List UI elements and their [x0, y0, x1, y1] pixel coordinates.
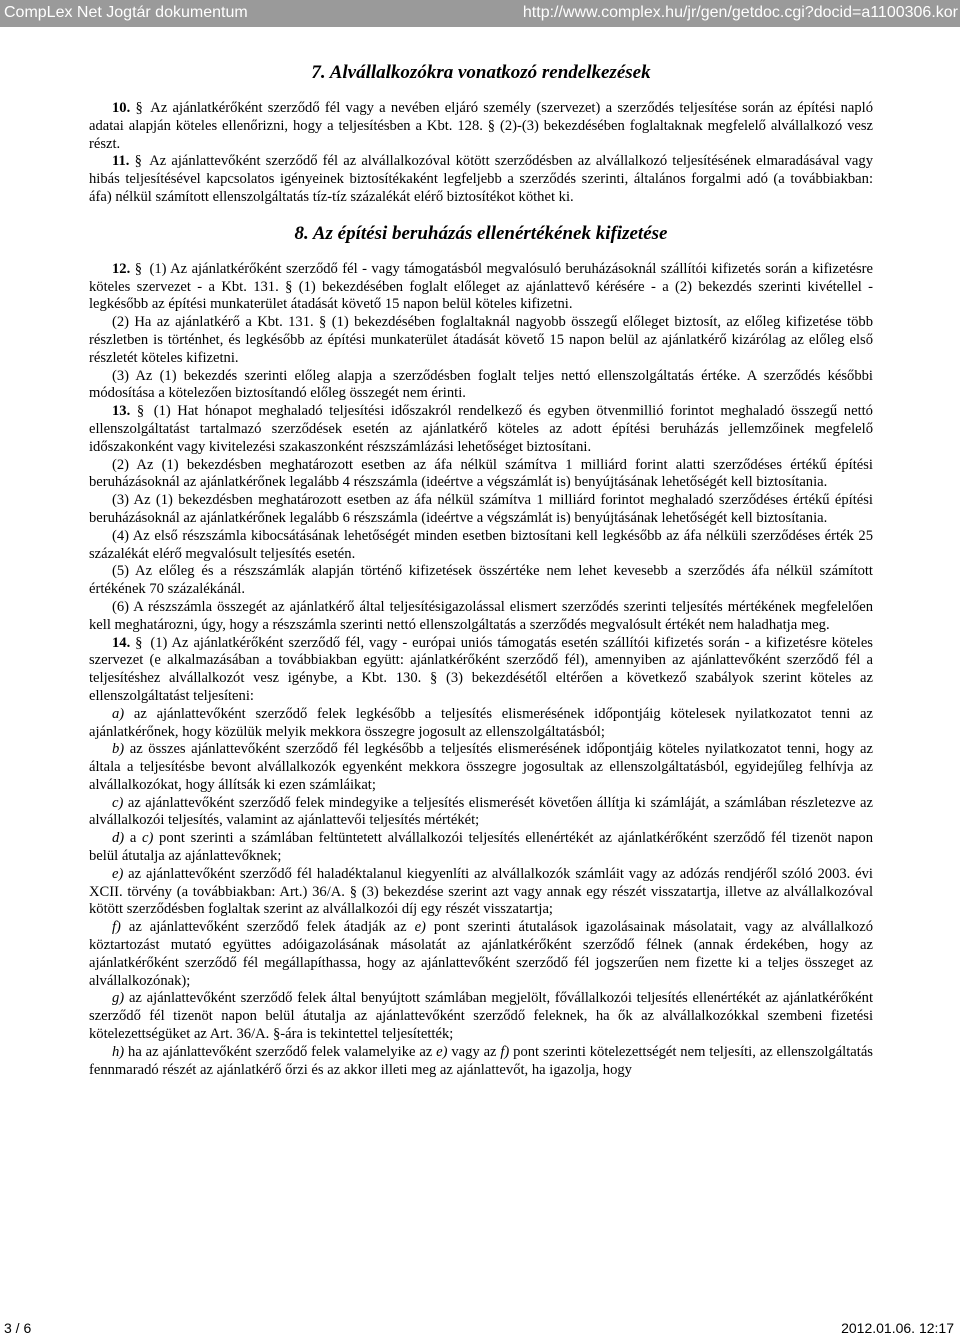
item-text: az ajánlattevőként szerződő fél haladéktalanul kiegyenlíti az alvállalkozók számláit vagy az adózás rendjéről szóló 2003. évi XCII. törvény (a továbbiakban: Art.) 36/A. § (3) bekezdése szerint azt vagy annak egy részét visszatartja, illetve az alvállalkozóval kötött szerződésben foglaltak szerint az alvállalkozói díj egy részét visszatartja;	[89, 865, 873, 918]
item-label: f)	[112, 919, 121, 936]
paragraph-12	[89, 261, 873, 314]
document-body	[89, 60, 873, 1079]
paragraph-14	[89, 635, 873, 706]
section-sign: §	[135, 100, 143, 116]
section-sign: §	[135, 634, 143, 651]
section-sign: §	[134, 260, 142, 277]
list-item-f	[89, 919, 873, 990]
item-text: pont szerinti a számlában feltüntetett alvállalkozói teljesítés ellenértékét az ajánlatkérőként szerződő fél tizenöt napon belül átutalja az ajánlattevőknek;	[89, 830, 873, 865]
section-sign: §	[136, 403, 145, 420]
item-label: d)	[112, 830, 125, 847]
document-title: CompLex Net Jogtár dokumentum	[4, 4, 248, 21]
paragraph-number: 10.	[112, 100, 131, 116]
list-item-a	[89, 706, 873, 742]
list-item-h	[89, 1044, 873, 1080]
item-label: e)	[112, 865, 124, 882]
paragraph-number: 14.	[112, 634, 131, 651]
paragraph-13-3: (3) Az (1) bekezdésben meghatározott esetben az áfa nélkül számítva 1 milliárd forintot meghaladó szerződéses értékű építési beruházásoknál az ajánlatkérőnek legalább 6 részszámla (ideértve a végszámlát is) benyújtásának lehetőségét kell biztosítania.	[89, 492, 873, 526]
item-text: pont szerinti átutalások igazolásainak másolatait, vagy az alvállalkozó köztartozást mutató együttes adóigazolásának másolatát az ajánlatkérőként szerződő félnek (annak érdekében, hogy az ajánlatkérőként szerződő fél megállapíthassa, hogy az ajánlattevőként szerződő fél jogszerűen nem fizette ki a teljes összeget az alvállalkozónak);	[89, 919, 873, 989]
document-header-bar	[0, 0, 960, 27]
page-footer	[0, 1318, 960, 1338]
paragraph-text: Az ajánlattevőként szerződő fél az alvállalkozóval kötött szerződésben az alvállalkozó teljesítésének elmaradásával vagy hibás teljesítésével kapcsolatos igényeinek biztosítékaként legfeljebb a szerződés szerinti, általános forgalmi adó (a továbbiakban: áfa) nélkül számított ellenszolgáltatás tíz-tíz százalékát elérő biztosítékot köthet ki.	[89, 153, 874, 205]
section-7-heading: 7. Alvállalkozókra vonatkozó rendelkezések	[311, 62, 651, 83]
paragraph-13	[89, 403, 873, 456]
section-8-heading: 8. Az építési beruházás ellenértékének kifizetése	[294, 222, 668, 244]
list-item-e	[89, 866, 873, 919]
paragraph-11	[89, 153, 873, 206]
item-text: az ajánlattevőként szerződő felek mindegyike a teljesítés elismerését követően állítja ki számláját, a számlában részletezve az alvállalkozói teljesítés, valamint az ajánlattevői teljesítés mértékét;	[89, 794, 873, 829]
paragraph-13-5: (5) Az előleg és a részszámlák alapján történő kifizetések összértéke nem lehet kevesebb a szerződés áfa nélkül számított értékének 70 százalékánál.	[89, 563, 873, 598]
item-reference: e)	[436, 1043, 448, 1060]
paragraph-13-2: (2) Az (1) bekezdésben meghatározott esetben az áfa nélkül számítva 1 milliárd forint alatti szerződéses értékű építési beruházásoknál az ajánlatkérőnek legalább 4 részszámla (ideértve a végszámlát is) benyújtásának lehetőségét kell biztosítania.	[89, 456, 873, 491]
item-label: c)	[112, 794, 124, 811]
paragraph-13-6: (6) A részszámla összegét az ajánlatkérő által teljesítésigazolással elismert szerződés szerinti teljesítés mértékének megfelelően kell meghatározni, úgy, hogy a részszámla szerinti nettó ellenszolgáltatás a szerződés megvalósult értékét nem haladhatja meg.	[89, 598, 873, 633]
paragraph-text: Az ajánlatkérőként szerződő fél vagy a nevében eljáró személy (szervezet) a szerződés teljesítése során az építési napló adatai alapján köteles ellenőrizni, hogy a teljesítésben a Kbt. 128. § (2)-(3) bekezdésében foglaltaknak megfelelő alvállalkozó vesz részt.	[89, 100, 874, 152]
item-label: g)	[112, 990, 125, 1007]
item-label: b)	[112, 741, 125, 758]
item-text-lead: ha az ajánlattevőként szerződő felek valamelyike az	[124, 1043, 437, 1060]
item-text: az összes ajánlattevőként szerződő fél legkésőbb a teljesítés elismerésének időpontjáig köteles nyilatkozatot tenni, hogy az általa a teljesítésbe bevont alvállalkozók egyenként mekkora összegre jogosultak az ellenszolgáltatásból, egyidejűleg felhívja az alvállalkozókat, hogy állítsák ki ezen számláikat;	[89, 741, 873, 793]
paragraph-number: 12.	[112, 260, 131, 277]
paragraph-number: 11.	[112, 153, 130, 170]
item-text-mid: vagy az	[447, 1043, 501, 1060]
list-item-c	[89, 795, 873, 831]
item-text: az ajánlattevőként szerződő felek által benyújtott számlában megjelölt, fővállalkozói teljesítés ellenértékét az ajánlatkérőként szerződő fél tizenöt napon belül átutalja az ajánlattevőként szerződő feleknek, ha ők az alvállalkozókkal szembeni fizetési kötelezettségüket az Art. 36/A. §-ára is tekintettel teljesítették;	[89, 990, 873, 1043]
item-text-lead: a	[124, 830, 142, 847]
item-reference: c)	[142, 830, 154, 847]
paragraph-number: 13.	[112, 403, 131, 420]
list-item-b	[89, 741, 873, 794]
paragraph-10	[89, 100, 873, 153]
list-item-g	[89, 990, 873, 1043]
item-text: pont szerinti kötelezettségét nem teljesíti, az ellenszolgáltatás fennmaradó részét az ajánlatkérő őrzi és az akkor illeti meg az ajánlattevőt, ha igazolja, hogy	[89, 1043, 873, 1078]
list-item-d	[89, 830, 873, 866]
item-text-lead: az ajánlattevőként szerződő felek átadják az	[120, 919, 415, 936]
paragraph-text: (1) Az ajánlatkérőként szerződő fél - vagy támogatásból megvalósuló beruházásoknál szállítói kifizetés során a kifizetésre köteles szervezet - a Kbt. 131. § (1) bekezdésében foglalt előleget az ajánlattevő kérésére - a (2) bekezdés szerinti kivétellel - legkésőbb az építési munkaterület átadását követő 15 napon belül köteles kifizetni.	[89, 260, 873, 313]
section-sign: §	[134, 153, 142, 170]
item-text: az ajánlattevőként szerződő felek legkésőbb a teljesítés elismerésének időpontjáig kötelesek nyilatkozatot tenni az ajánlatkérőnek, hogy közülük melyik mekkora összegre jogosult az ellenszolgáltatásból;	[89, 705, 873, 740]
paragraph-13-4: (4) Az első részszámla kibocsátásának lehetőségét minden esetben biztosítani kell legkésőbb az áfa nélküli szerződéses érték 25 százalékát elérő megvalósult teljesítés esetén.	[89, 527, 873, 562]
paragraph-text: (1) Hat hónapot meghaladó teljesítési időszakról rendelkező és egyben ötvenmillió forintot meghaladó összegű nettó ellenszolgáltatást tartalmazó szerződések esetén az ajánlatkérő köteles az adott építési beruházás jellemzőinek megfelelő időszakonként vagy kivitelezési szakaszonként részszámlázási lehetőséget biztosítani.	[89, 403, 873, 455]
page-number: 3 / 6	[4, 1320, 32, 1336]
print-timestamp: 2012.01.06. 12:17	[841, 1320, 954, 1336]
paragraph-text: (1) Az ajánlatkérőként szerződő fél, vagy - európai uniós támogatás esetén szállítói kifizetés során - a kifizetésre köteles szervezet (e alkalmazásában a továbbiakban együtt: ajánlatkérőként szerződő fél), amennyiben az ajánlattevőként szerződő fél a teljesítéshez alvállalkozót vesz igénybe, a Kbt. 130. § (3) bekezdésétől eltérően a következő szabályok szerint köteles az ellenszolgáltatást teljesíteni:	[89, 634, 873, 704]
item-label: h)	[112, 1043, 125, 1060]
item-reference-2: f)	[500, 1043, 510, 1060]
paragraph-12-3: (3) Az (1) bekezdés szerinti előleg alapja a szerződésben foglalt teljes nettó ellenszolgáltatás értéke. A szerződés későbbi módosítása a kötelezően biztosítandó előleg összegét nem érinti.	[89, 367, 873, 402]
document-url: http://www.complex.hu/jr/gen/getdoc.cgi?docid=a1100306.kor	[522, 4, 958, 21]
item-reference: e)	[414, 919, 426, 936]
paragraph-12-2: (2) Ha az ajánlatkérő a Kbt. 131. § (1) bekezdésében foglaltaknál nagyobb összegű előleget biztosít, az előleg kifizetése több részletben is történhet, és legkésőbb az építési munkaterület átadását követő 15 napon belül az ajánlatkérő kizárólag az előleg első részletét köteles kifizetni.	[89, 314, 873, 366]
item-label: a)	[112, 705, 125, 722]
